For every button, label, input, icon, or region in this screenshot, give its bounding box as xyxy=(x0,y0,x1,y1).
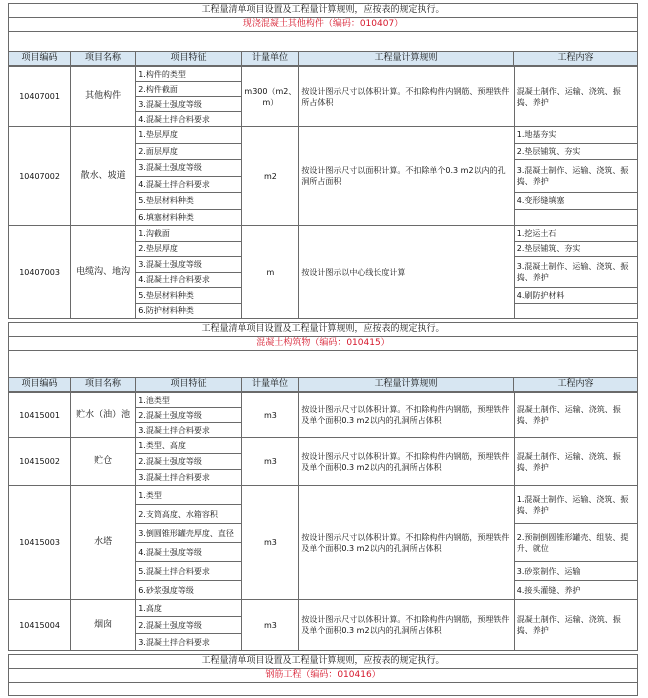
work-cell: 3.混凝土制作、运输、浇筑、振捣、养护 xyxy=(514,257,637,288)
col-rule: 工程量计算规则 xyxy=(299,378,514,391)
item-name: 散水、坡道 xyxy=(71,127,136,226)
work-cell: 3.混凝土制作、运输、浇筑、振捣、养护 xyxy=(514,160,637,193)
work-cell: 混凝土制作、运输、浇筑、振捣、养护 xyxy=(514,393,637,438)
item-name: 其他构件 xyxy=(71,67,136,127)
feature-cell: 1.类型 xyxy=(136,486,242,505)
item-code: 10415004 xyxy=(9,600,71,651)
feature-cell: 1.构件的类型 xyxy=(136,67,242,82)
feature-cell: 5.垫层材料种类 xyxy=(136,288,242,304)
feature-cell: 3.混凝土拌合料要求 xyxy=(136,470,242,486)
table-row xyxy=(9,127,638,144)
feature-cell: 2.混凝土强度等级 xyxy=(136,408,242,423)
work-cell xyxy=(514,303,637,319)
feature-cell: 2.支筒高度、水箱容积 xyxy=(136,505,242,524)
items-table-407 xyxy=(8,66,638,319)
item-name: 水塔 xyxy=(71,486,136,600)
item-unit: m3 xyxy=(242,438,299,486)
item-rule: 按设计图示尺寸以面积计算。不扣除单个0.3 m2以内的孔洞所占面积 xyxy=(299,127,514,226)
rule-note: 工程量清单项目设置及工程量计算规则，应按表的规定执行。 xyxy=(8,3,638,17)
blank-row xyxy=(8,350,638,377)
feature-cell: 2.面层厚度 xyxy=(136,143,242,160)
feature-cell: 1.高度 xyxy=(136,600,242,617)
item-unit: m xyxy=(242,226,299,319)
item-rule: 按设计图示以中心线长度计算 xyxy=(299,226,514,319)
section-title: 现浇混凝土其他构件（编码：010407） xyxy=(8,17,638,31)
col-name: 项目名称 xyxy=(71,52,136,65)
feature-cell: 4.混凝土强度等级 xyxy=(136,543,242,562)
table-row xyxy=(9,67,638,82)
rule-note: 工程量清单项目设置及工程量计算规则，应按表的规定执行。 xyxy=(8,654,638,668)
item-name: 贮水（油）池 xyxy=(71,393,136,438)
item-code: 10415003 xyxy=(9,486,71,600)
feature-cell: 1.池类型 xyxy=(136,393,242,408)
feature-cell: 1.沟截面 xyxy=(136,226,242,242)
feature-cell: 3.混凝土强度等级 xyxy=(136,257,242,273)
item-name: 电缆沟、地沟 xyxy=(71,226,136,319)
feature-cell: 6.填塞材料种类 xyxy=(136,209,242,226)
work-cell: 混凝土制作、运输、浇筑、振捣、养护 xyxy=(514,600,637,651)
section-title: 钢筋工程（编码：010416） xyxy=(8,668,638,682)
table-row xyxy=(9,486,638,505)
item-unit: m300（m2、m） xyxy=(242,67,299,127)
rule-note: 工程量清单项目设置及工程量计算规则，应按表的规定执行。 xyxy=(8,322,638,336)
feature-cell: 5.混凝土拌合料要求 xyxy=(136,562,242,581)
work-cell: 1.地基夯实 xyxy=(514,127,637,144)
col-unit: 计量单位 xyxy=(242,52,299,65)
item-unit: m3 xyxy=(242,600,299,651)
feature-cell: 5.垫层材料种类 xyxy=(136,193,242,210)
work-cell xyxy=(514,209,637,226)
item-code: 10415001 xyxy=(9,393,71,438)
col-code: 项目编码 xyxy=(9,52,71,65)
feature-cell: 3.混凝土拌合料要求 xyxy=(136,423,242,438)
table-row xyxy=(9,226,638,242)
column-header-row xyxy=(8,377,638,392)
section-title: 混凝土构筑物（编码：010415） xyxy=(8,336,638,350)
feature-cell: 4.混凝土拌合料要求 xyxy=(136,176,242,193)
work-cell: 2.垫层铺筑、夯实 xyxy=(514,241,637,257)
item-rule: 按设计图示尺寸以体积计算。不扣除构件内钢筋、预埋铁件所占体积 xyxy=(299,67,514,127)
col-rule: 工程量计算规则 xyxy=(299,52,514,65)
work-cell: 1.混凝土制作、运输、浇筑、振捣、养护 xyxy=(514,486,637,524)
item-unit: m3 xyxy=(242,486,299,600)
work-cell: 混凝土制作、运输、浇筑、振捣、养护 xyxy=(514,67,637,127)
table-row xyxy=(9,600,638,617)
work-cell: 混凝土制作、运输、浇筑、振捣、养护 xyxy=(514,438,637,486)
item-rule: 按设计图示尺寸以体积计算。不扣除构件内钢筋，预埋铁件及单个面积0.3 m2以内的孔洞所占体积 xyxy=(299,438,514,486)
blank-row xyxy=(8,31,638,51)
work-cell: 4.变形缝填塞 xyxy=(514,193,637,210)
work-cell: 4.刷防护材料 xyxy=(514,288,637,304)
feature-cell: 3.混凝土强度等级 xyxy=(136,160,242,177)
item-code: 10407002 xyxy=(9,127,71,226)
blank-row xyxy=(8,682,638,696)
feature-cell: 1.类型、高度 xyxy=(136,438,242,454)
col-work: 工程内容 xyxy=(557,379,594,389)
table-row xyxy=(9,438,638,454)
work-cell: 1.挖运土石 xyxy=(514,226,637,242)
col-name: 项目名称 xyxy=(71,378,136,391)
feature-cell: 3.混凝土强度等级 xyxy=(136,97,242,112)
feature-cell: 2.混凝土强度等级 xyxy=(136,617,242,634)
feature-cell: 2.垫层厚度 xyxy=(136,241,242,257)
item-unit: m3 xyxy=(242,393,299,438)
col-code: 项目编码 xyxy=(9,378,71,391)
item-code: 10415002 xyxy=(9,438,71,486)
feature-cell: 6.防护材料种类 xyxy=(136,303,242,319)
item-rule: 按设计图示尺寸以体积计算。不扣除构件内钢筋，预埋铁件及单个面积0.3 m2以内的孔洞所占体积 xyxy=(299,600,514,651)
item-rule: 按设计图示尺寸以体积计算。不扣除构件内钢筋，预埋铁件及单个面积0.3 m2以内的孔洞所占体积 xyxy=(299,393,514,438)
work-cell: 2.垫层铺筑、夯实 xyxy=(514,143,637,160)
col-unit: 计量单位 xyxy=(242,378,299,391)
col-features: 项目特征 xyxy=(136,378,242,391)
feature-cell: 3.倒圆锥形罐壳厚度、直径 xyxy=(136,524,242,543)
col-work: 工程内容 xyxy=(557,53,594,63)
item-code: 10407001 xyxy=(9,67,71,127)
item-name: 烟囱 xyxy=(71,600,136,651)
work-cell: 4.接头灌缝、养护 xyxy=(514,581,637,600)
item-unit: m2 xyxy=(242,127,299,226)
feature-cell: 1.垫层厚度 xyxy=(136,127,242,144)
table-row xyxy=(9,393,638,408)
items-table-415 xyxy=(8,392,638,651)
feature-cell: 2.构件截面 xyxy=(136,82,242,97)
item-name: 贮仓 xyxy=(71,438,136,486)
item-code: 10407003 xyxy=(9,226,71,319)
feature-cell: 6.砂浆强度等级 xyxy=(136,581,242,600)
item-rule: 按设计图示尺寸以体积计算。不扣除构件内钢筋，预埋铁件及单个面积0.3 m2以内的孔洞所占体积 xyxy=(299,486,514,600)
column-header-row xyxy=(8,51,638,66)
col-features: 项目特征 xyxy=(136,52,242,65)
feature-cell: 4.混凝土拌合料要求 xyxy=(136,112,242,127)
feature-cell: 2.混凝土强度等级 xyxy=(136,454,242,470)
feature-cell: 4.混凝土拌合料要求 xyxy=(136,272,242,288)
feature-cell: 3.混凝土拌合料要求 xyxy=(136,634,242,651)
work-cell: 3.砂浆制作、运输 xyxy=(514,562,637,581)
work-cell: 2.预制倒圆锥形罐壳、组装、提升、就位 xyxy=(514,524,637,562)
